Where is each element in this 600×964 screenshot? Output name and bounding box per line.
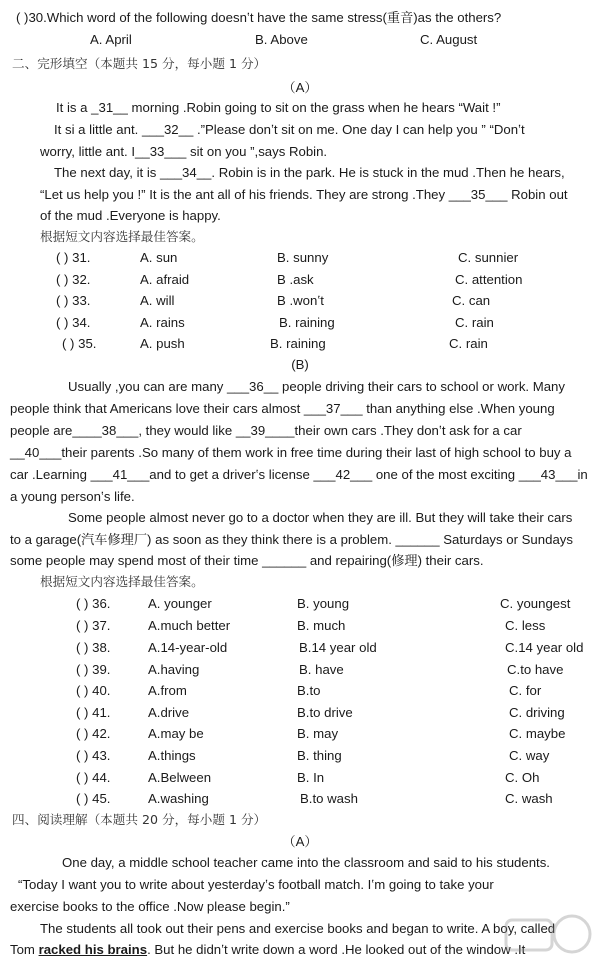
reading-a-line: The students all took out their pens and exercise books and began to write. A boy, called: [40, 921, 556, 936]
option-b: B .wonʽt: [277, 293, 324, 308]
option-a: A.washing: [148, 791, 209, 806]
question-num: ( ) 32.: [56, 272, 91, 287]
option-a: A.from: [148, 683, 187, 698]
option-c: C. less: [505, 618, 546, 633]
option-a: A. rains: [140, 315, 185, 330]
option-b: B. thing: [297, 748, 342, 763]
option-b: B. may: [297, 726, 339, 741]
passage-b-line: people think that Americans love their cars almost ___37___ than anything else .When young: [10, 401, 555, 416]
passage-a-label: （A）: [282, 80, 318, 95]
option-b: B.to: [297, 683, 321, 698]
underlined-phrase: racked his brains: [38, 942, 148, 957]
reading-a-line: exercise books to the office .Now please begin.”: [10, 899, 290, 914]
option-b: B. raining: [279, 315, 335, 330]
instruction-a: 根据短文内容选择最佳答案。: [40, 229, 204, 244]
question-num: ( ) 37.: [76, 618, 111, 633]
option-c: C.14 year old: [505, 640, 584, 655]
option-a: A.Belween: [148, 770, 212, 785]
option-c: C. rain: [455, 315, 494, 330]
q30-option-b: B. Above: [255, 32, 308, 47]
option-a: A.drive: [148, 705, 190, 720]
option-a: A.having: [148, 662, 200, 677]
q30-option-a: A. April: [90, 32, 132, 47]
option-b: B. In: [297, 770, 325, 785]
passage-b-line: some people may spend most of their time ______ and repairing(修理) their cars.: [10, 553, 484, 568]
passage-a-line: It si a little ant. ___32__ .”Please donʽt sit on me. One day I can help you ” “Donʽt: [54, 122, 525, 137]
passage-a-line: of the mud .Everyone is happy.: [40, 208, 221, 223]
question-num: ( ) 42.: [76, 726, 111, 741]
option-a: A. push: [140, 336, 185, 351]
text-run: . But he didnʽt write down a word .He looked out of the window .It: [147, 942, 526, 957]
option-c: C. driving: [509, 705, 565, 720]
option-b: B. have: [299, 662, 344, 677]
question-num: ( ) 44.: [76, 770, 111, 785]
instruction-b: 根据短文内容选择最佳答案。: [40, 574, 204, 589]
option-c: C. way: [509, 748, 550, 763]
passage-b-line: Usually ,you can are many ___36__ people driving their cars to school or work. Many: [68, 379, 565, 394]
option-c: C. youngest: [500, 596, 571, 611]
question-num: ( ) 45.: [76, 791, 111, 806]
passage-a-line: It is a _31__ morning .Robin going to sit on the grass when he hears “Wait !”: [56, 100, 501, 115]
option-a: A. afraid: [140, 272, 190, 287]
section-2-heading: 二、完形填空（本题共 15 分，每小题 1 分）: [12, 56, 267, 71]
question-num: ( ) 41.: [76, 705, 111, 720]
reading-a-label: （A）: [282, 834, 318, 849]
option-c: C.to have: [507, 662, 564, 677]
option-a: A.things: [148, 748, 196, 763]
passage-b-line: car .Learning ___41___and to get a driverʽs license ___42___ one of the most exciting ___43___in: [10, 467, 588, 482]
option-b: B.14 year old: [299, 640, 377, 655]
option-c: C. rain: [449, 336, 488, 351]
question-30-stem: ( )30.Which word of the following doesnʽt have the same stress(重音)as the others?: [16, 10, 502, 25]
passage-b-label: (B): [291, 357, 309, 372]
option-b: B. sunny: [277, 250, 329, 265]
question-num: ( ) 35.: [62, 336, 97, 351]
option-a: A.14-year-old: [148, 640, 228, 655]
passage-a-line: worry, little ant. I__33___ sit on you ”,says Robin.: [40, 144, 328, 159]
option-c: C. for: [509, 683, 542, 698]
option-a: A.may be: [148, 726, 204, 741]
q30-option-c: C. August: [420, 32, 478, 47]
passage-b-line: Some people almost never go to a doctor when they are ill. But they will take their cars: [68, 510, 573, 525]
passage-b-line: a young personʽs life.: [10, 489, 135, 504]
option-c: C. attention: [455, 272, 523, 287]
reading-a-last-line: [10, 942, 525, 958]
option-a: A.much better: [148, 618, 231, 633]
option-b: B. much: [297, 618, 346, 633]
question-num: ( ) 33.: [56, 293, 91, 308]
reading-a-line: “Today I want you to write about yesterdayʽs football match. Iʽm going to take your: [18, 877, 494, 892]
option-a: A. will: [140, 293, 175, 308]
section-4-heading: 四、阅读理解（本题共 20 分，每小题 1 分）: [12, 812, 267, 827]
question-num: ( ) 39.: [76, 662, 111, 677]
option-a: A. sun: [140, 250, 178, 265]
question-num: ( ) 40.: [76, 683, 111, 698]
question-num: ( ) 31.: [56, 250, 91, 265]
option-b: B. young: [297, 596, 350, 611]
passage-b-line: to a garage(汽车修理厂) as soon as they think there is a problem. ______ Saturdays or Sundays: [10, 532, 573, 547]
option-a: A. younger: [148, 596, 212, 611]
passage-a-line: “Let us help you !” It is the ant all of his friends. They are strong .They ___35___ Robin out: [40, 187, 568, 202]
option-b: B.to wash: [300, 791, 358, 806]
question-num: ( ) 36.: [76, 596, 111, 611]
text-run: Tom: [10, 942, 39, 957]
passage-b-line: people are____38___, they would like __39____their own cars .They donʽt ask for a car: [10, 423, 522, 438]
option-b: B .ask: [277, 272, 314, 287]
watermark-stamp: [502, 912, 594, 964]
option-b: B.to drive: [297, 705, 353, 720]
reading-a-line: One day, a middle school teacher came into the classroom and said to his students.: [62, 855, 550, 870]
option-c: C. maybe: [509, 726, 566, 741]
option-c: C. sunnier: [458, 250, 519, 265]
option-b: B. raining: [270, 336, 326, 351]
option-c: C. can: [452, 293, 491, 308]
question-num: ( ) 38.: [76, 640, 111, 655]
option-c: C. wash: [505, 791, 553, 806]
option-c: C. Oh: [505, 770, 540, 785]
passage-a-line: The next day, it is ___34__. Robin is in the park. He is stuck in the mud .Then he hears,: [54, 165, 565, 180]
question-num: ( ) 34.: [56, 315, 91, 330]
passage-b-line: __40___their parents .So many of them work in free time during their last of high school to buy a: [10, 445, 572, 460]
question-num: ( ) 43.: [76, 748, 111, 763]
